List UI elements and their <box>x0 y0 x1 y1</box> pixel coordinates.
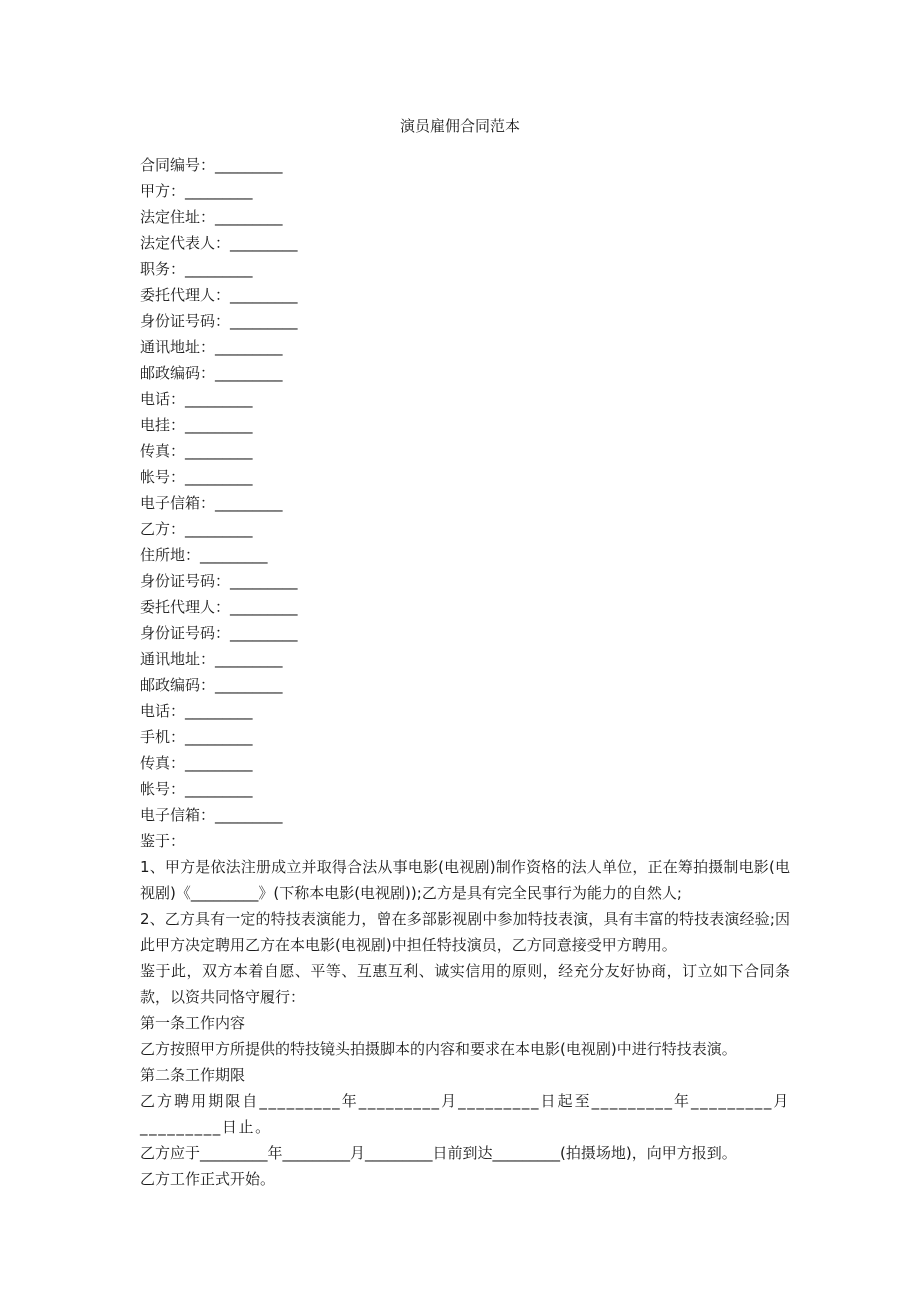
field-postal-code-b: 邮政编码：_________ <box>140 676 283 694</box>
field-id-number-b: 身份证号码：_________ <box>140 572 298 590</box>
article-2-text-1: 乙方聘用期限自_________年_________月_________日起至_________年_________月_________日止。 <box>140 1092 790 1136</box>
field-agent-a: 委托代理人：_________ <box>140 286 298 304</box>
field-account-a: 帐号：_________ <box>140 468 253 486</box>
field-phone-a: 电话：_________ <box>140 390 253 408</box>
field-phone-b: 电话：_________ <box>140 702 253 720</box>
field-party-b: 乙方：_________ <box>140 520 253 538</box>
document-body <box>140 152 790 1192</box>
document-title: 演员雇佣合同范本 <box>399 117 520 135</box>
field-legal-address: 法定住址：_________ <box>140 208 283 226</box>
field-agent-id-number-b: 身份证号码：_________ <box>140 624 298 642</box>
article-2-text-2: 乙方应于_________年_________月_________日前到达_________(拍摄场地)，向甲方报到。 <box>140 1144 737 1162</box>
field-legal-representative: 法定代表人：_________ <box>140 234 298 252</box>
field-fax-a: 传真：_________ <box>140 442 253 460</box>
field-mailing-address-a: 通讯地址：_________ <box>140 338 283 356</box>
recital-1: 1、甲方是依法注册成立并取得合法从事电影(电视剧)制作资格的法人单位，正在筹拍摄制电影(电视剧)《_________》(下称本电影(电视剧));乙方是具有完全民事行为能力的自然人; <box>140 858 790 902</box>
field-fax-b: 传真：_________ <box>140 754 253 772</box>
article-1-title: 第一条工作内容 <box>140 1014 246 1032</box>
field-residence-b: 住所地：_________ <box>140 546 268 564</box>
field-email-b: 电子信箱：_________ <box>140 806 283 824</box>
recital-heading: 鉴于： <box>140 832 186 850</box>
field-party-a: 甲方：_________ <box>140 182 253 200</box>
article-1-text: 乙方按照甲方所提供的特技镜头拍摄脚本的内容和要求在本电影(电视剧)中进行特技表演。 <box>140 1040 737 1058</box>
article-2-title: 第二条工作期限 <box>140 1066 246 1084</box>
field-mailing-address-b: 通讯地址：_________ <box>140 650 283 668</box>
field-telegraph-a: 电挂：_________ <box>140 416 253 434</box>
field-contract-number: 合同编号：_________ <box>140 156 283 174</box>
field-agent-b: 委托代理人：_________ <box>140 598 298 616</box>
field-mobile-b: 手机：_________ <box>140 728 253 746</box>
field-id-number-a: 身份证号码：_________ <box>140 312 298 330</box>
field-account-b: 帐号：_________ <box>140 780 253 798</box>
agreement-intro: 鉴于此，双方本着自愿、平等、互惠互利、诚实信用的原则，经充分友好协商，订立如下合同条款，以资共同恪守履行： <box>140 962 790 1006</box>
field-email-a: 电子信箱：_________ <box>140 494 283 512</box>
field-position: 职务：_________ <box>140 260 253 278</box>
field-postal-code-a: 邮政编码：_________ <box>140 364 283 382</box>
recital-2: 2、乙方具有一定的特技表演能力，曾在多部影视剧中参加特技表演，具有丰富的特技表演经验;因此甲方决定聘用乙方在本电影(电视剧)中担任特技演员，乙方同意接受甲方聘用。 <box>140 910 790 954</box>
article-2-text-3: 乙方工作正式开始。 <box>140 1170 276 1188</box>
